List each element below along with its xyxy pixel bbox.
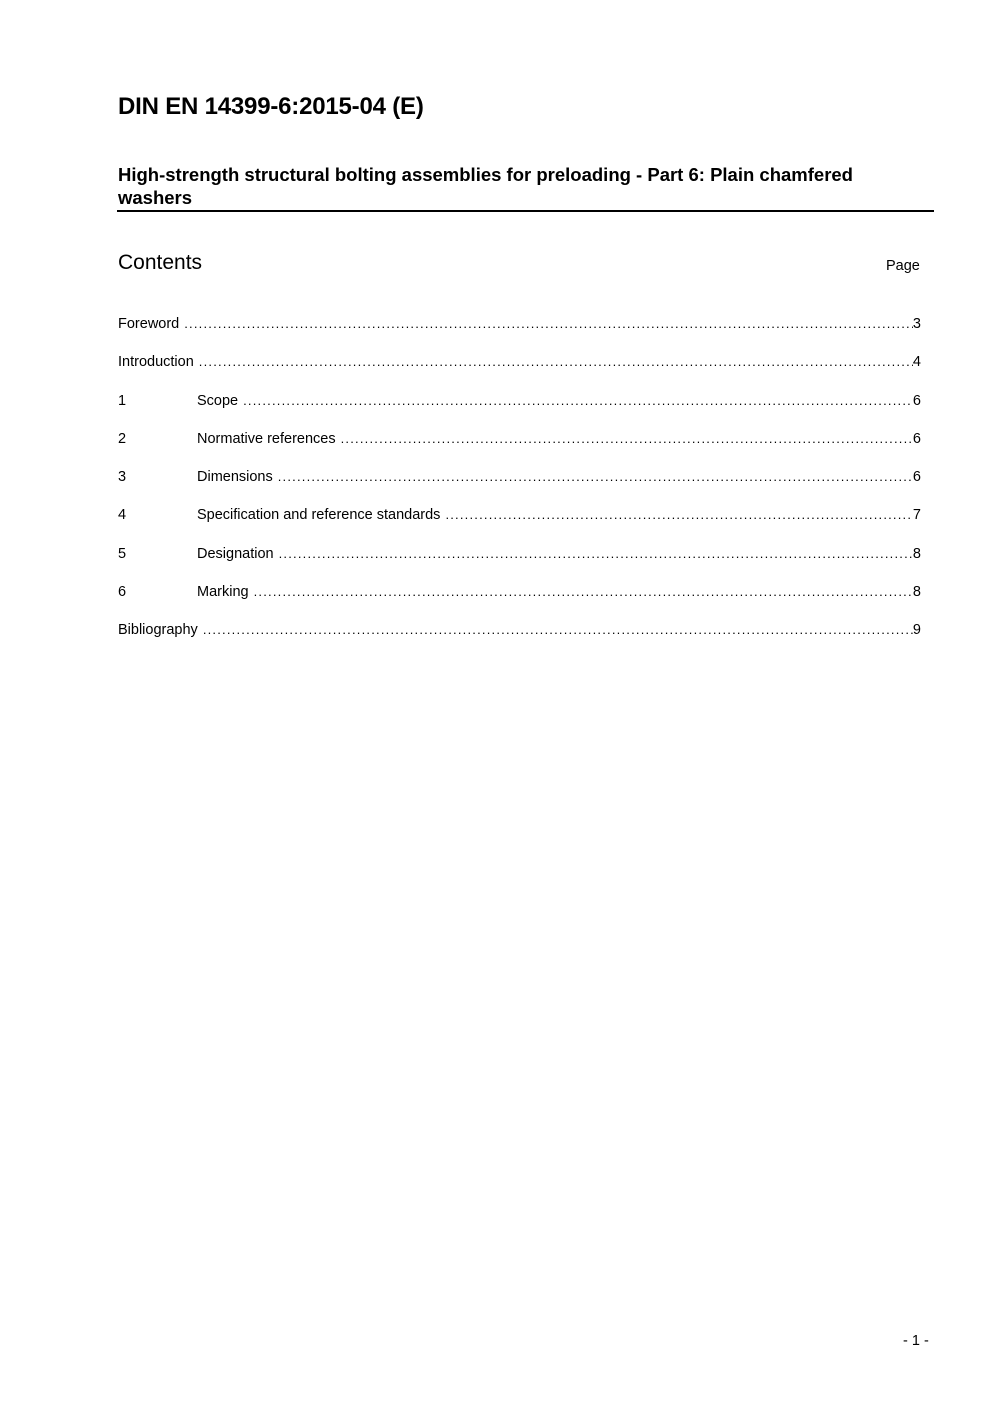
toc-entry-bibliography[interactable] (118, 620, 921, 658)
document-title: High-strength structural bolting assemblies for preloading - Part 6: Plain chamfered washers (118, 164, 853, 208)
toc-entry-page: 6 (912, 392, 921, 409)
toc-entry-title: Introduction (118, 354, 194, 371)
toc-entry-page: 3 (912, 316, 921, 332)
toc-entry-scope[interactable] (118, 391, 921, 429)
table-of-contents (118, 314, 921, 659)
toc-entry-specification[interactable] (118, 505, 921, 543)
toc-entry-title: Specification and reference standards (197, 507, 441, 524)
toc-dot-leader (203, 620, 913, 640)
toc-dot-leader (243, 391, 913, 411)
toc-entry-number: 5 (118, 545, 127, 562)
toc-entry-number: 4 (118, 507, 127, 524)
toc-entry-number: 1 (118, 392, 127, 409)
toc-entry-title: Normative references (197, 430, 336, 447)
toc-entry-title: Dimensions (197, 469, 273, 486)
page-column-label: Page (886, 258, 920, 274)
toc-entry-title: Bibliography (118, 622, 198, 639)
toc-entry-normative-references[interactable] (118, 429, 921, 467)
toc-dot-leader (278, 467, 913, 487)
toc-entry-title: Designation (197, 545, 274, 562)
toc-dot-leader (184, 314, 913, 334)
toc-entry-foreword[interactable] (118, 314, 921, 352)
toc-entry-marking[interactable] (118, 582, 921, 620)
toc-dot-leader (445, 505, 912, 525)
toc-entry-title: Scope (197, 392, 239, 409)
toc-entry-number: 3 (118, 469, 127, 486)
toc-dot-leader (199, 352, 913, 372)
toc-entry-title: Marking (197, 584, 249, 601)
toc-entry-page: 7 (912, 507, 921, 524)
toc-entry-page: 8 (912, 545, 921, 562)
toc-entry-designation[interactable] (118, 544, 921, 582)
toc-entry-dimensions[interactable] (118, 467, 921, 505)
toc-entry-page: 4 (912, 354, 921, 371)
toc-entry-title: Foreword (118, 316, 180, 332)
toc-dot-leader (254, 582, 913, 602)
toc-entry-page: 6 (912, 430, 921, 447)
contents-heading: Contents (118, 251, 203, 274)
toc-entry-page: 6 (912, 469, 921, 486)
title-rule (117, 210, 934, 212)
toc-entry-introduction[interactable] (118, 352, 921, 390)
toc-dot-leader (279, 544, 913, 564)
page-number: - 1 - (903, 1333, 929, 1349)
toc-entry-page: 8 (912, 584, 921, 601)
document-id: DIN EN 14399-6:2015-04 (E) (118, 93, 424, 120)
toc-entry-number: 2 (118, 430, 127, 447)
toc-entry-page: 9 (912, 622, 921, 639)
toc-dot-leader (341, 429, 913, 449)
toc-entry-number: 6 (118, 584, 127, 601)
